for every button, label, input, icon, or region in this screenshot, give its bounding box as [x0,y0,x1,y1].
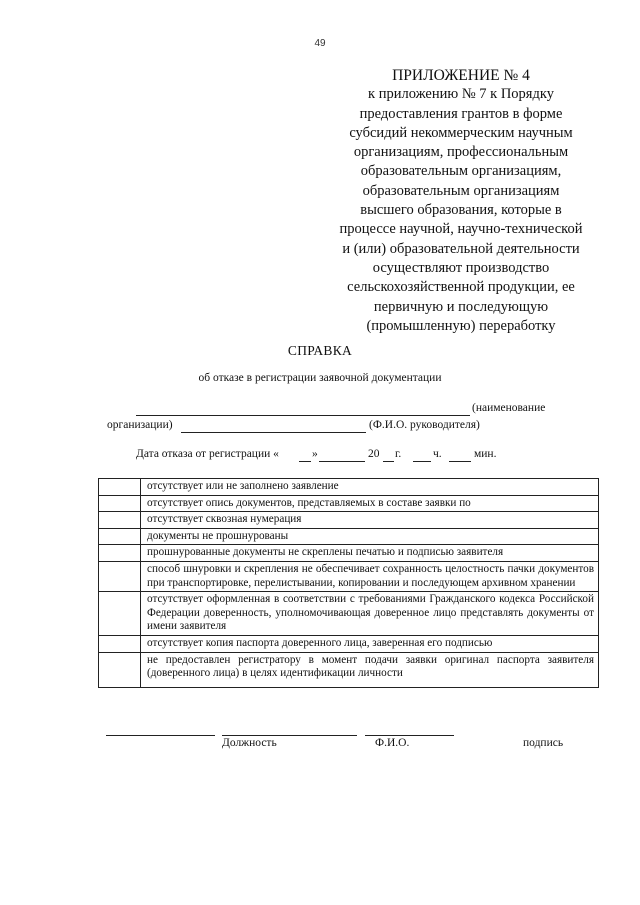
reason-text: отсутствует копия паспорта доверенного лица, заверенная его подписью [141,635,599,652]
appendix-line: образовательным организациям [362,182,560,199]
reason-text: отсутствует опись документов, представляемых в составе заявки по [141,495,599,512]
refusal-hour-field[interactable] [413,461,431,462]
reason-checkbox[interactable] [99,512,141,529]
sign-label: подпись [523,737,564,749]
appendix-line: сельскохозяйственной продукции, ее [347,279,575,296]
reason-checkbox[interactable] [99,545,141,562]
signature-block [0,728,640,758]
signature-field-blank[interactable] [106,735,215,736]
refusal-hour-suffix: ч. [433,448,442,460]
table-row [99,479,599,496]
appendix-line: образовательным организациям, [360,163,562,180]
table-row [99,512,599,529]
appendix-line: первичную и последующую [373,298,549,315]
head-name-field[interactable] [181,432,366,433]
position-label: Должность [222,737,277,749]
table-row [99,561,599,591]
appendix-line: процессе научной, научно-технической [339,221,583,238]
page-number: 49 [314,38,326,49]
reason-checkbox[interactable] [99,652,141,687]
reason-checkbox[interactable] [99,635,141,652]
appendix-line: высшего образования, которые в [360,202,562,219]
refusal-day-field[interactable] [299,461,311,462]
refusal-date-row [0,448,640,466]
reason-checkbox[interactable] [99,479,141,496]
refusal-year-suffix: г. [395,448,402,460]
reason-text: способ шнуровки и скрепления не обеспечивает сохранность целостность пачки документов при транспортировке, перелистывании, копировании и последующем архивном хранении [141,561,599,591]
refusal-year-field[interactable] [383,461,394,462]
table-row [99,545,599,562]
appendix-line: к приложению № 7 к Порядку [368,86,554,103]
refusal-date-label: Дата отказа от регистрации « [136,448,279,460]
reason-checkbox[interactable] [99,592,141,636]
appendix-title: ПРИЛОЖЕНИЕ № 4 [392,67,530,84]
table-row [99,635,599,652]
appendix-line: субсидий некоммерческим научным [349,124,573,141]
reason-text: прошнурованные документы не скреплены печатью и подписью заявителя [141,545,599,562]
name-label: Ф.И.О. [375,737,410,749]
refusal-date-close-quote: » [312,448,318,460]
appendix-line: (промышленную) переработку [366,317,556,334]
position-field[interactable] [222,735,357,736]
name-field[interactable] [365,735,454,736]
appendix-header [333,66,589,336]
table-row [99,528,599,545]
table-row [99,652,599,687]
org-name-row [0,402,640,420]
org-name-label: (наименование [472,402,546,414]
appendix-line: осуществляют производство [372,259,550,276]
reason-text: отсутствует оформленная в соответствии с требованиями Гражданского кодекса Российской Федерации доверенность, уполномочивающая доверенное лицо представлять документы от имени заявителя [141,592,599,636]
org-name-field[interactable] [136,415,470,416]
refusal-month-field[interactable] [319,461,365,462]
refusal-minute-field[interactable] [449,461,471,462]
reason-checkbox[interactable] [99,528,141,545]
reasons-table [98,478,599,688]
appendix-line: и (или) образовательной деятельности [342,240,580,257]
document-title: СПРАВКА [287,343,353,358]
head-name-label: (Ф.И.О. руководителя) [369,419,480,431]
reason-text: документы не прошнурованы [141,528,599,545]
reason-text: отсутствует сквозная нумерация [141,512,599,529]
refusal-year-prefix: 20 [368,448,380,460]
appendix-line: организациям, профессиональным [353,144,569,161]
appendix-line: предоставления грантов в форме [359,105,563,122]
table-row [99,495,599,512]
head-name-row [0,419,640,437]
document-subtitle: об отказе в регистрации заявочной документации [198,372,442,384]
table-row [99,592,599,636]
reason-checkbox[interactable] [99,495,141,512]
reason-text: отсутствует или не заполнено заявление [141,479,599,496]
reason-text: не предоставлен регистратору в момент подачи заявки оригинал паспорта заявителя (доверенного лица) в целях идентификации личности [141,652,599,687]
refusal-minute-suffix: мин. [474,448,497,460]
reason-checkbox[interactable] [99,561,141,591]
org-name-label-cont: организации) [107,419,173,431]
